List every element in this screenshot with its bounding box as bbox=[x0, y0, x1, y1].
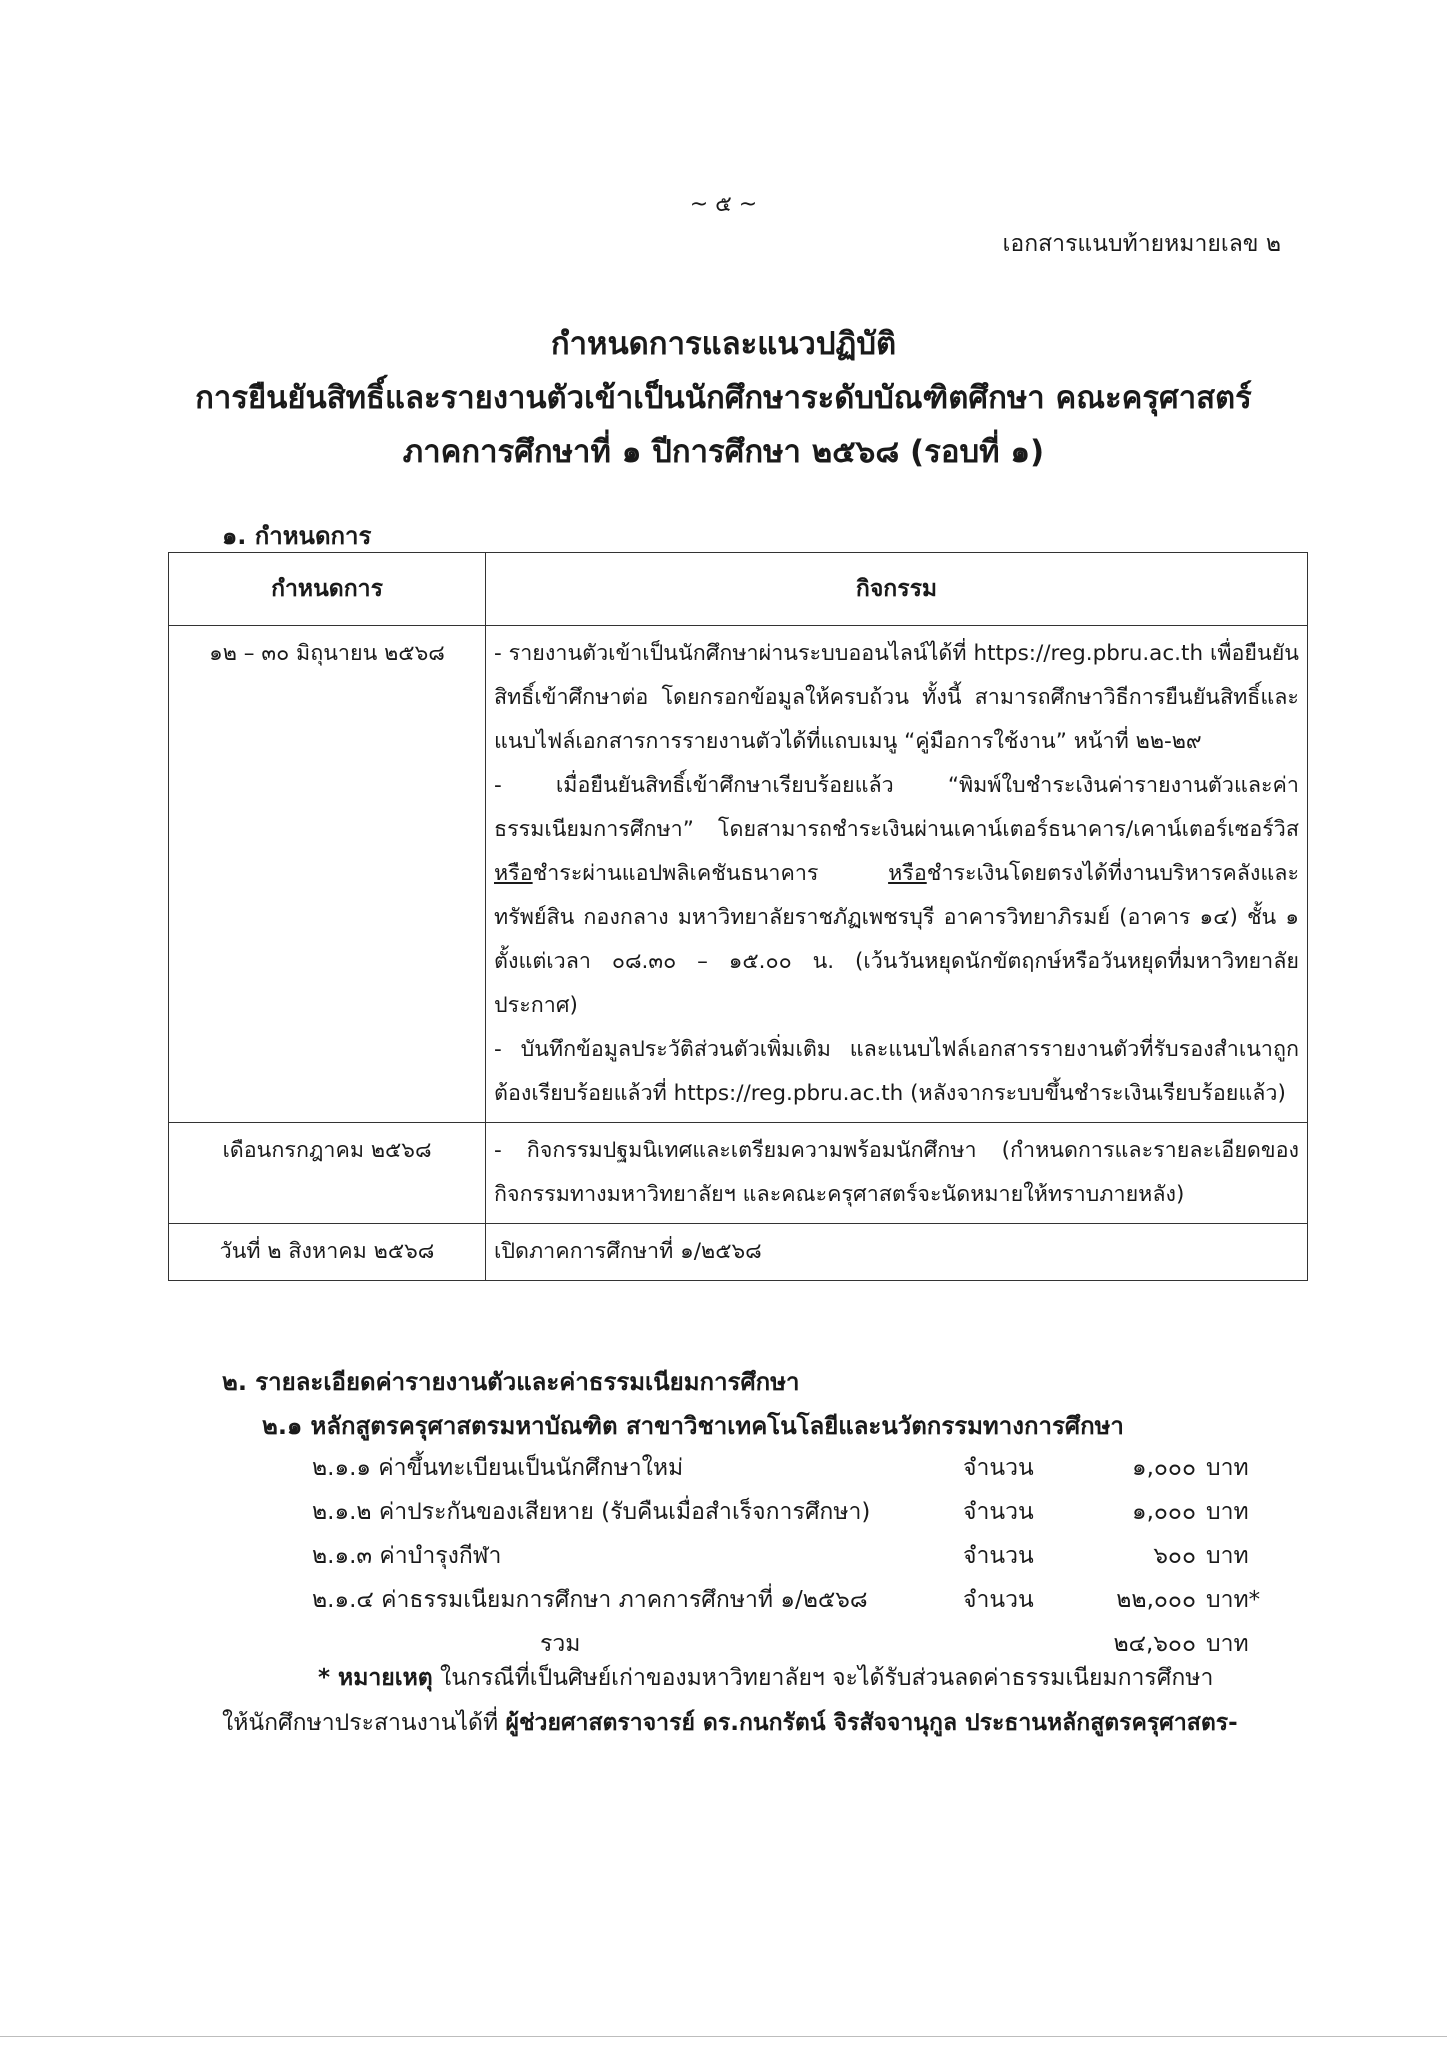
fee-label: ๒.๑.๓ ค่าบำรุงกีฬา bbox=[312, 1543, 502, 1569]
section2-heading: ๒. รายละเอียดค่ารายงานตัวและค่าธรรมเนียมการศึกษา bbox=[222, 1368, 800, 1396]
fee-label: ๒.๑.๒ ค่าประกันของเสียหาย (รับคืนเมื่อสำเร็จการศึกษา) bbox=[312, 1499, 871, 1525]
activity-register-online: - รายงานตัวเข้าเป็นนักศึกษาผ่านระบบออนไลน์ได้ที่ https://reg.pbru.ac.th เพื่อยืนยันสิทธิ์เข้าศึกษาต่อ โดยกรอกข้อมูลให้ครบถ้วน ทั้งนี้ สามารถศึกษาวิธีการยืนยันสิทธิ์และแนบไฟล์เอกสารการรายงานตัวได้ที่แถบเมนู “คู่มือการใช้งาน” หน้าที่ ๒๒-๒๙ bbox=[494, 641, 1299, 754]
payment-or-2: หรือ bbox=[888, 861, 927, 886]
schedule-row bbox=[169, 1224, 1308, 1281]
section1-heading: ๑. กำหนดการ bbox=[222, 522, 372, 550]
schedule-table bbox=[168, 552, 1308, 1281]
fee-label: ๒.๑.๑ ค่าขึ้นทะเบียนเป็นนักศึกษาใหม่ bbox=[312, 1455, 684, 1481]
schedule-header-row bbox=[169, 553, 1308, 626]
fee-qty-label: จำนวน bbox=[963, 1587, 1034, 1613]
page-bottom-line bbox=[0, 2036, 1447, 2037]
fee-label: ๒.๑.๔ ค่าธรรมเนียมการศึกษา ภาคการศึกษาที่ ๑/๒๕๖๘ bbox=[312, 1587, 868, 1613]
payment-or-1: หรือ bbox=[494, 861, 533, 886]
schedule-header-date: กำหนดการ bbox=[169, 553, 486, 626]
schedule-header-activity: กิจกรรม bbox=[486, 553, 1308, 626]
payment-text-a: - เมื่อยืนยันสิทธิ์เข้าศึกษาเรียบร้อยแล้ว “พิมพ์ใบชำระเงินค่ารายงานตัวและค่าธรรมเนียมการศึกษา” โดยสามารถชำระเงินผ่านเคาน์เตอร์ธนาคาร/เคาน์เตอร์เซอร์วิส bbox=[494, 773, 1299, 842]
schedule-activity bbox=[486, 1123, 1308, 1224]
schedule-row bbox=[169, 1123, 1308, 1224]
note-line1 bbox=[318, 1660, 1213, 1696]
fee-qty-label: จำนวน bbox=[963, 1499, 1034, 1525]
note-text: ในกรณีที่เป็นศิษย์เก่าของมหาวิทยาลัยฯ จะได้รับส่วนลดค่าธรรมเนียมการศึกษา bbox=[432, 1665, 1214, 1691]
fee-total-amount: ๒๔,๖๐๐ bbox=[1113, 1631, 1196, 1657]
schedule-activity bbox=[486, 1224, 1308, 1281]
fee-unit: บาท bbox=[1206, 1499, 1249, 1525]
fee-qty-label: จำนวน bbox=[963, 1543, 1034, 1569]
document-title-line2: การยืนยันสิทธิ์และรายงานตัวเข้าเป็นนักศึกษาระดับบัณฑิตศึกษา คณะครุศาสตร์ bbox=[195, 380, 1252, 416]
payment-text-b: ชำระผ่านแอปพลิเคชันธนาคาร bbox=[532, 861, 889, 886]
fee-item bbox=[0, 1582, 1447, 1626]
attachment-label: เอกสารแนบท้ายหมายเลข ๒ bbox=[1002, 231, 1281, 257]
activity-record-profile: - บันทึกข้อมูลประวัติส่วนตัวเพิ่มเติม และแนบไฟล์เอกสารรายงานตัวที่รับรองสำเนาถูกต้องเรียบร้อยแล้วที่ https://reg.pbru.ac.th (หลังจากระบบขึ้นชำระเงินเรียบร้อยแล้ว) bbox=[494, 1037, 1299, 1106]
activity-semester-open: เปิดภาคการศึกษาที่ ๑/๒๕๖๘ bbox=[494, 1239, 762, 1264]
note-prefix: * หมายเหตุ bbox=[318, 1665, 433, 1691]
note-contact-intro: ให้นักศึกษาประสานงานได้ที่ bbox=[222, 1710, 506, 1736]
fee-unit: บาท* bbox=[1206, 1587, 1261, 1613]
fee-amount: ๑,๐๐๐ bbox=[1131, 1499, 1196, 1525]
fee-amount: ๑,๐๐๐ bbox=[1131, 1455, 1196, 1481]
document-title-line1: กำหนดการและแนวปฏิบัติ bbox=[550, 326, 897, 362]
schedule-row bbox=[169, 626, 1308, 1123]
fee-total-label: รวม bbox=[540, 1631, 581, 1657]
activity-orientation: - กิจกรรมปฐมนิเทศและเตรียมความพร้อมนักศึกษา (กำหนดการและรายละเอียดของกิจกรรมทางมหาวิทยาลัยฯ และคณะครุศาสตร์จะนัดหมายให้ทราบภายหลัง) bbox=[494, 1138, 1299, 1207]
fee-item bbox=[0, 1538, 1447, 1582]
document-title-line3: ภาคการศึกษาที่ ๑ ปีการศึกษา ๒๕๖๘ (รอบที่ ๑) bbox=[402, 434, 1045, 470]
schedule-date: วันที่ ๒ สิงหาคม ๒๕๖๘ bbox=[169, 1224, 486, 1281]
page-number: ~ ๕ ~ bbox=[689, 192, 758, 217]
fee-amount: ๖๐๐ bbox=[1153, 1543, 1196, 1569]
activity-payment bbox=[494, 764, 1299, 1028]
schedule-date: เดือนกรกฎาคม ๒๕๖๘ bbox=[169, 1123, 486, 1224]
fee-amount: ๒๒,๐๐๐ bbox=[1116, 1587, 1196, 1613]
fee-item bbox=[0, 1450, 1447, 1494]
payment-text-c: ชำระเงินโดยตรงได้ที่งานบริหารคลังและทรัพย์สิน กองกลาง มหาวิทยาลัยราชภัฏเพชรบุรี อาคารวิทยาภิรมย์ (อาคาร ๑๔) ชั้น ๑ ตั้งแต่เวลา ๐๘.๓๐ – ๑๕.๐๐ น. (เว้นวันหยุดนักขัตฤกษ์หรือวันหยุดที่มหาวิทยาลัยประกาศ) bbox=[494, 861, 1299, 1018]
note-contact-person: ผู้ช่วยศาสตราจารย์ ดร.กนกรัตน์ จิรสัจจานุกูล ประธานหลักสูตรครุศาสตร- bbox=[505, 1710, 1238, 1736]
schedule-date: ๑๒ – ๓๐ มิถุนายน ๒๕๖๘ bbox=[169, 626, 486, 1123]
note-line2 bbox=[222, 1705, 1238, 1741]
fee-unit: บาท bbox=[1206, 1543, 1249, 1569]
schedule-activity bbox=[486, 626, 1308, 1123]
section2-subheading: ๒.๑ หลักสูตรครุศาสตรมหาบัณฑิต สาขาวิชาเทคโนโลยีและนวัตกรรมทางการศึกษา bbox=[262, 1412, 1124, 1440]
fee-item bbox=[0, 1494, 1447, 1538]
fee-unit: บาท bbox=[1206, 1455, 1249, 1481]
fee-total-unit: บาท bbox=[1206, 1631, 1249, 1657]
fee-qty-label: จำนวน bbox=[963, 1455, 1034, 1481]
